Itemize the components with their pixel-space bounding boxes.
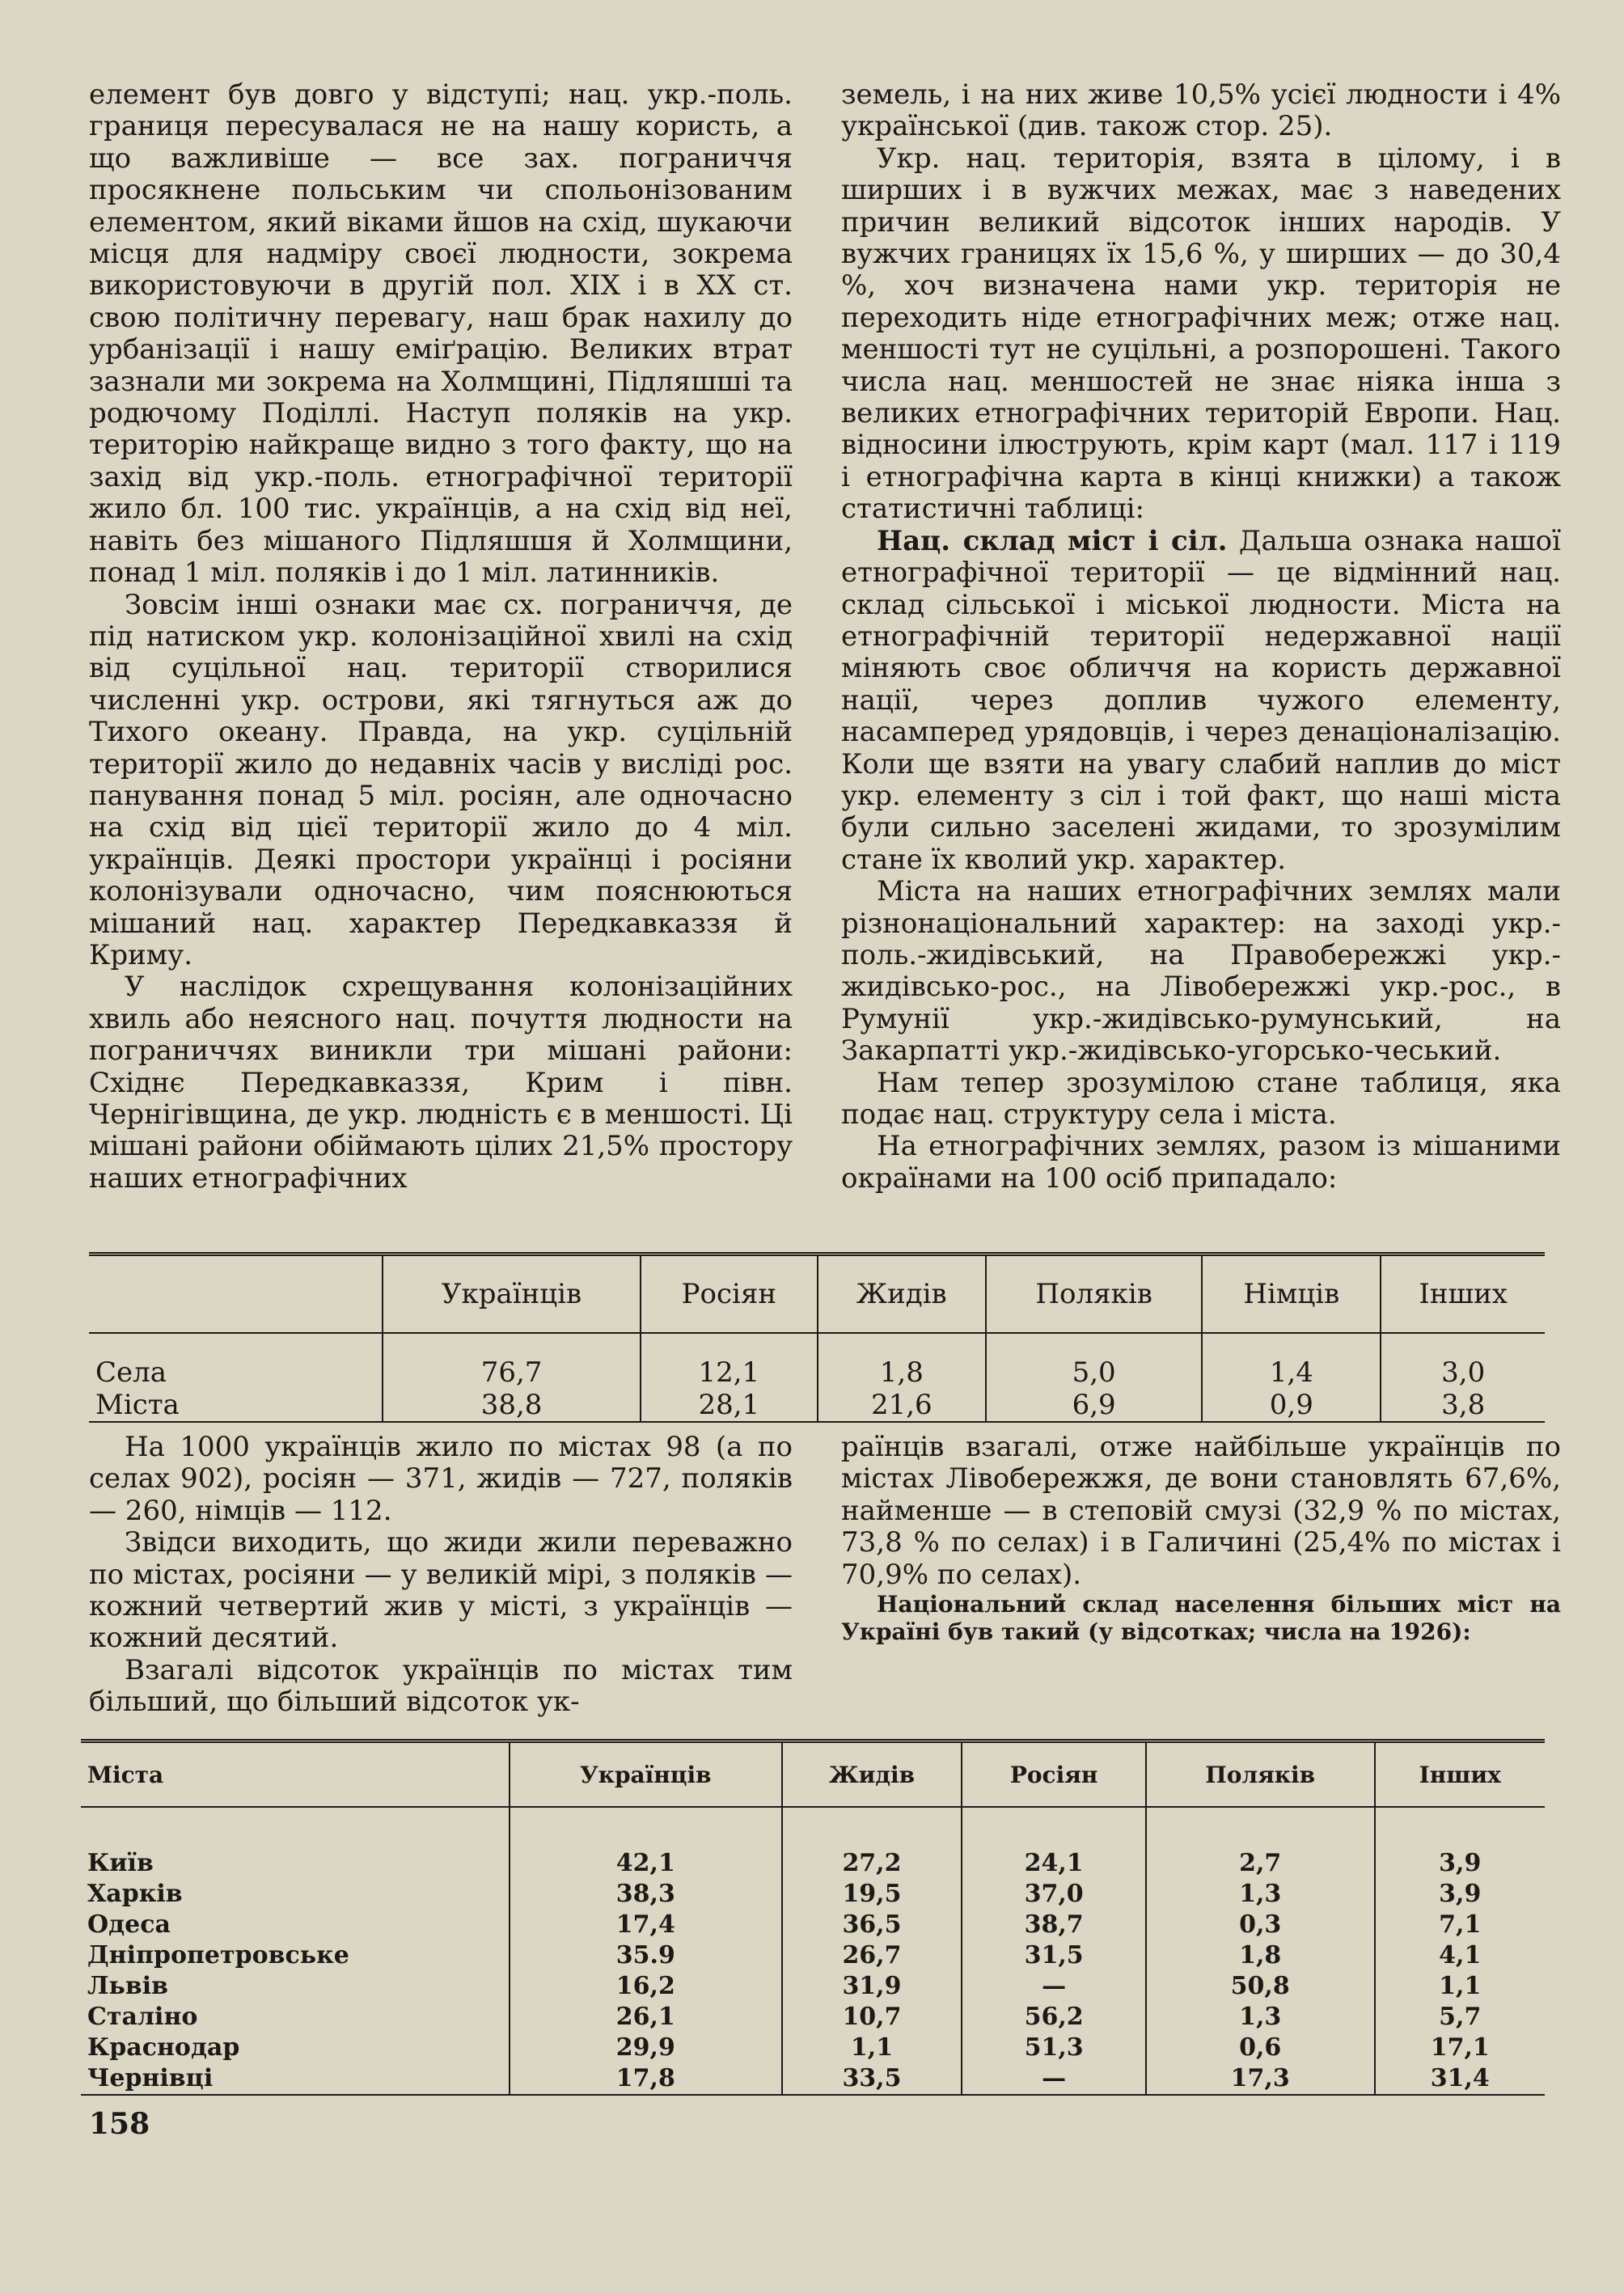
table-row [81, 1879, 1545, 1910]
table-cell: 24,1 [962, 1848, 1146, 1879]
page-number: 158 [89, 2107, 150, 2141]
table-cell: 3,0 [1381, 1356, 1545, 1389]
table-cell: 5,0 [986, 1356, 1202, 1389]
table-cell: 7,1 [1375, 1910, 1546, 1940]
table-row [81, 1910, 1545, 1940]
table-cell: Села [95, 1356, 167, 1389]
table-cell: 5,7 [1375, 2002, 1546, 2033]
table-header-cell: Поляків [1146, 1741, 1375, 1808]
table-cell: Сталіно [87, 2003, 198, 2031]
table-cell: 38,3 [510, 1879, 782, 1910]
table-cell: 37,0 [962, 1879, 1146, 1910]
paragraph: Звідси виходить, що жиди жили переважно по містах, росіяни — у великій мірі, з поляків — кожний четвертий жив у місті, з українців — кожний десятий. [89, 1526, 793, 1655]
table-cell: 4,1 [1375, 1940, 1546, 1971]
table-row [89, 1389, 1545, 1422]
right-column-top [841, 79, 1561, 1195]
table-cell: 17,8 [510, 2063, 782, 2095]
table-row [81, 1940, 1545, 1971]
table-header-cell: Інших [1381, 1254, 1545, 1334]
table-header-cell: Росіян [962, 1741, 1146, 1808]
table-cell: 17,4 [510, 1910, 782, 1940]
left-column-middle [89, 1432, 793, 1719]
table-cell: 2,7 [1146, 1848, 1375, 1879]
table-cell: — [962, 1971, 1146, 2002]
table-cell: — [962, 2063, 1146, 2095]
table-cell: 27,2 [782, 1848, 962, 1879]
table-cell: 12,1 [641, 1356, 817, 1389]
table-cell: 16,2 [510, 1971, 782, 2002]
table-cell: 3,9 [1375, 1879, 1546, 1910]
table-cell: 29,9 [510, 2033, 782, 2063]
table-header-cell: Жидів [818, 1254, 986, 1334]
table-cell: Краснодар [87, 2033, 240, 2062]
table-cell: 6,9 [986, 1389, 1202, 1422]
table-cell: 26,1 [510, 2002, 782, 2033]
table-cell: 10,7 [782, 2002, 962, 2033]
table-cell: Дніпропетровське [87, 1941, 349, 1969]
paragraph-text: Дальша ознака нашої етнографічної території — це відмінний нац. склад сільської і міської людности. Міста на етнографічній території недержавної нації міняють своє обличчя на користь державної нації, через доплив чужого елементу, насамперед урядовців, і через денаціоналізацію. Коли ще взяти на увагу слабий наплив до міст укр. елементу з сіл і той факт, що наші міста були сильно заселені жидами, то зрозумілим стане їх кволий укр. характер. [841, 524, 1561, 876]
table-cell: 17,3 [1146, 2063, 1375, 2095]
table-caption: Національний склад населення більших міст на Україні був такий (у відсотках; числа на 1926): [841, 1591, 1561, 1646]
paragraph: Міста на наших етнографічних землях мали різнонаціональний характер: на заході укр.-поль.-жидівський, на Правобережжі укр.-жидівсько-рос., на Лівобережжі укр.-рос., в Румунії укр.-жидівсько-румунський, на Закарпатті укр.-жидівсько-угорсько-чеський. [841, 875, 1561, 1068]
table-cell: Київ [87, 1849, 154, 1877]
left-column-top [89, 79, 793, 1195]
paragraph: елемент був довго у відступі; нац. укр.-поль. границя пересувалася не на нашу користь, а що важливіше — все зах. пограниччя просякнене польським чи спольонізованим елементом, який віками йшов на схід, шукаючи місця для надміру своєї людности, зокрема використовуючи в другій пол. XIX і в XX ст. свою політичну перевагу, наш брак нахилу до урбанізації і нашу еміґрацію. Великих втрат зазнали ми зокрема на Холмщині, Підляшші та родючому Поділлі. Наступ поляків на укр. територію найкраще видно з того факту, що на захід від укр.-поль. етнографічної території жило бл. 100 тис. українців, а на схід від неї, навіть без мішаного Підляшшя й Холмщини, понад 1 міл. поляків і до 1 міл. латинників. [89, 78, 793, 590]
table-cell: 33,5 [782, 2063, 962, 2095]
paragraph: На етнографічних землях, разом із мішаними окраїнами на 100 осіб припадало: [841, 1130, 1561, 1195]
table-cell: 19,5 [782, 1879, 962, 1910]
table-cell: Міста [89, 1389, 383, 1422]
table-cell: Чернівці [81, 2063, 510, 2095]
table-row [81, 2033, 1545, 2063]
table-header-cell: Українців [383, 1254, 641, 1334]
table-header-cell: Інших [1375, 1741, 1546, 1808]
table-cell: 3,9 [1375, 1848, 1546, 1879]
table-cell: 1,4 [1202, 1356, 1381, 1389]
table-cell: 38,7 [962, 1910, 1146, 1940]
table-cell: 50,8 [1146, 1971, 1375, 2002]
table-cell: 0,9 [1202, 1389, 1381, 1422]
table-cell: 76,7 [383, 1356, 641, 1389]
table-row [81, 2002, 1545, 2033]
table-row [81, 2063, 1545, 2095]
table-cell: Одеса [87, 1910, 171, 1939]
table-header-row [81, 1741, 1545, 1808]
paragraph: У наслідок схрещування колонізаційних хвиль або неясного нац. почуття людности на пограниччях виникли три мішані райони: Східнє Передкавказзя, Крим і півн. Чернігівщина, де укр. людність є в меншості. Ці мішані райони обіймають цілих 21,5% простору наших етнографічних [89, 971, 793, 1195]
table-cell: 21,6 [818, 1389, 986, 1422]
village-city-table [89, 1252, 1545, 1423]
paragraph [841, 526, 1561, 876]
table-cell: 38,8 [383, 1389, 641, 1422]
paragraph: раїнців взагалі, отже найбільше українців по містах Лівобережжя, де вони становлять 67,6%, найменше — в степовій смузі (32,9 % по містах, 73,8 % по селах) і в Галичині (25,4% по містах і 70,9% по селах). [841, 1431, 1561, 1591]
table-header-cell [89, 1254, 383, 1334]
table-cell: 1,8 [818, 1356, 986, 1389]
city-composition-table [81, 1739, 1545, 2096]
paragraph: Взагалі відсоток українців по містах тим більший, що більший відсоток ук- [89, 1653, 793, 1719]
table-header-cell: Міста [81, 1741, 510, 1808]
table-cell: 42,1 [510, 1848, 782, 1879]
table-cell: 0,3 [1146, 1910, 1375, 1940]
table-header-cell: Росіян [641, 1254, 817, 1334]
table-cell: 0,6 [1146, 2033, 1375, 2063]
table-row [89, 1356, 1545, 1389]
table-cell: Львів [87, 1972, 168, 2000]
table-row [81, 1971, 1545, 2002]
table-cell: 17,1 [1375, 2033, 1546, 2063]
paragraph: На 1000 українців жило по містах 98 (а по селах 902), росіян — 371, жидів — 727, поляків — 260, німців — 112. [89, 1431, 793, 1527]
table-cell: 26,7 [782, 1940, 962, 1971]
table-cell: 1,3 [1146, 1879, 1375, 1910]
table-cell: 1,1 [782, 2033, 962, 2063]
table-cell: 1,3 [1146, 2002, 1375, 2033]
table-cell: 31,9 [782, 1971, 962, 2002]
section-heading: Нац. склад міст і сіл. [877, 524, 1228, 557]
right-column-middle [841, 1432, 1561, 1646]
table-cell: 51,3 [962, 2033, 1146, 2063]
table-cell: 31,4 [1375, 2063, 1546, 2095]
table-cell: 36,5 [782, 1910, 962, 1940]
table-cell: 3,8 [1381, 1389, 1545, 1422]
table-cell: 35.9 [510, 1940, 782, 1971]
table-header-cell: Поляків [986, 1254, 1202, 1334]
table-cell: 31,5 [962, 1940, 1146, 1971]
table-row [81, 1848, 1545, 1879]
table-cell: 1,1 [1375, 1971, 1546, 2002]
paragraph: Нам тепер зрозумілою стане таблиця, яка подає нац. структуру села і міста. [841, 1066, 1561, 1131]
paragraph: Укр. нац. територія, взята в цілому, і в ширших і в вужчих межах, має з наведених причин великий відсоток інших народів. У вужчих границях їх 15,6 %, у ширших — до 30,4 %, хоч визначена нами укр. територія не переходить ніде етнографічних меж; отже нац. меншості тут не суцільні, а розпорошені. Такого числа нац. меншостей не знає ніяка інша з великих етнографічних територій Европи. Нац. відносини ілюструють, крім карт (мал. 117 і 119 і етнографічна карта в кінці книжки) а також статистичні таблиці: [841, 142, 1561, 526]
paragraph: земель, і на них живе 10,5% усієї людности і 4% української (див. також стор. 25). [841, 78, 1561, 143]
table-header-cell: Українців [510, 1741, 782, 1808]
table-header-cell: Німців [1202, 1254, 1381, 1334]
table-cell: 1,8 [1146, 1940, 1375, 1971]
table-cell: 56,2 [962, 2002, 1146, 2033]
table-header-row [89, 1254, 1545, 1334]
paragraph: Зовсім інші ознаки має сх. пограниччя, де під натиском укр. колонізаційної хвилі на схід від суцільної нац. території створилися численні укр. острови, які тягнуться аж до Тихого океану. Правда, на укр. суцільній території жило до недавніх часів у висліді рос. панування понад 5 міл. росіян, але одночасно на схід від цієї території жило до 4 міл. українців. Деякі простори українці і росіяни колонізували одночасно, чим пояснюються мішаний нац. характер Передкавказзя й Криму. [89, 588, 793, 971]
table-cell: 28,1 [641, 1389, 817, 1422]
table-cell: Харків [87, 1880, 183, 1908]
table-header-cell: Жидів [782, 1741, 962, 1808]
